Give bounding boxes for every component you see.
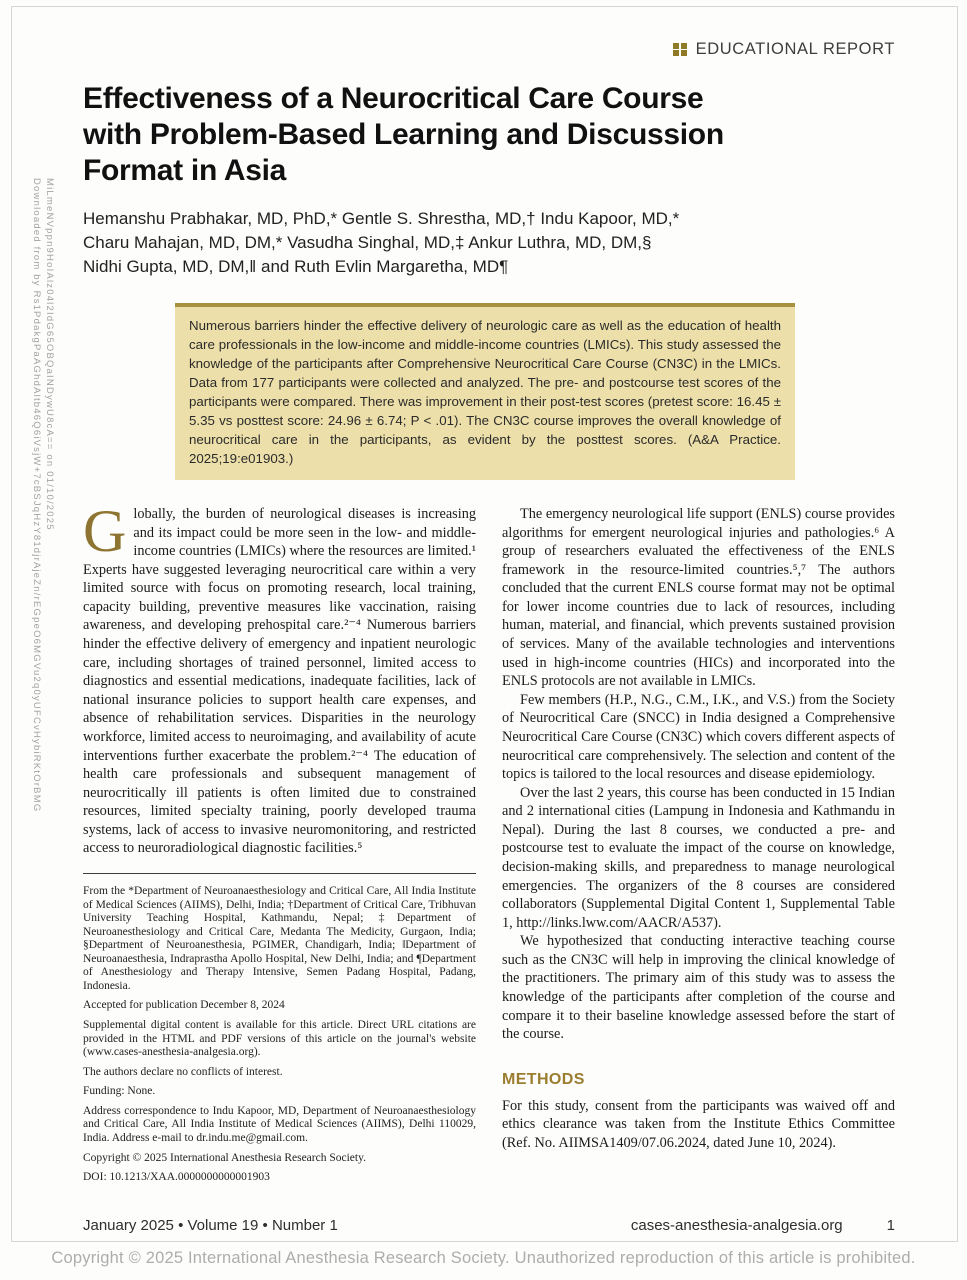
body-paragraph: Few members (H.P., N.G., C.M., I.K., and V.S.) from the Society of Neurocritical Care (SNCC) in India designed a Comprehensive Neurocritical Care Course (CN3C) which covers different aspects of neurocritical care comprehensively. The selection and content of the topics is tailored to the local resources and disease epidemiology. — [502, 691, 895, 783]
body-paragraph: Over the last 2 years, this course has been conducted in 15 Indian and 2 international cities (Lampung in Indonesia and Kathmandu in Nepal). During the last 8 courses, we conducted a pre- and postcourse test to evaluate the impact of the course on knowledge, decision-making skills, and preparedness to manage neurological emergencies. The organizers of the 8 courses are considered collaborators (Supplemental Digital Content 1, Supplemental Table 1, http://links.lww.com/AACR/A537). — [502, 784, 895, 931]
footnote-paragraph: Supplemental digital content is available for this article. Direct URL citations are provided in the HTML and PDF versions of this article on the journal's website (www.cases-anesthesia-analgesia.org). — [83, 1019, 476, 1059]
journal-url: cases-anesthesia-analgesia.org — [630, 1217, 843, 1234]
abstract-box — [175, 303, 795, 480]
article-title-line: Format in Asia — [83, 154, 287, 187]
author-line: Charu Mahajan, MD, DM,* Vasudha Singhal, MD,‡ Ankur Luthra, MD, DM,§ — [83, 233, 652, 252]
footnote-paragraph: Funding: None. — [83, 1085, 156, 1098]
icon-square — [673, 43, 679, 49]
icon-square — [681, 43, 687, 49]
footnote-paragraph: From the *Department of Neuroanaesthesiology and Critical Care, All India Institute of Medical Sciences (AIIMS), Delhi, India; †Department of Critical Care, Tribhuvan University Teaching Hospital, Kathmandu, Nepal; ‡Department of Neuroanesthesiology and Critical Care, Medanta The Medicity, Gurgaon, India; §Department of Neuroanesthesia, PGIMER, Chandigarh, India; ‖Department of Neuroanaesthesia, Indraprastha Apollo Hospital, New Delhi, India; and ¶Department of Anesthesiology and Therapy Intensive, Semen Padang Hospital, Padang, Indonesia. — [83, 884, 476, 992]
page-footer — [83, 1217, 895, 1234]
download-stamp-line-2: MiLmeNVppn9HoIAlz04l2IdG65OBQaINDywU8cA== on 01/10/2025 — [44, 178, 55, 531]
page-number: 1 — [886, 1217, 895, 1234]
body-paragraph: The emergency neurological life support (ENLS) course provides algorithms for emergent neurological injuries and pathologies.⁶ A group of researchers evaluated the effectiveness of the ENLS framework in the resource-limited countries.⁵,⁷ The authors concluded that the current ENLS course format may not be optimal for lower income countries due to lack of resources, including human, material, and financial, which prevents sustained provision of services. Many of the available technologies and interventions used in high-income countries (HICs) and incorporated into the ENLS protocols are not available in LMICs. — [502, 506, 895, 690]
footnote-paragraph: Accepted for publication December 8, 2024 — [83, 999, 285, 1012]
icon-square — [681, 50, 687, 56]
article-page — [83, 40, 895, 1191]
footnote-paragraph: Copyright © 2025 International Anesthesia Research Society. — [83, 1151, 366, 1164]
footnote-paragraph: The authors declare no conflicts of interest. — [83, 1065, 283, 1078]
methods-paragraph: For this study, consent from the participants was waived off and ethics clearance was taken from the Institute Ethics Committee (Ref. No. AIIMSA1409/07.06.2024, dated June 10, 2024). — [502, 1097, 895, 1151]
footnote-paragraph: DOI: 10.1213/XAA.0000000000001903 — [83, 1171, 270, 1184]
download-stamp — [30, 178, 56, 1063]
copyright-watermark: Copyright © 2025 International Anesthesia Research Society. Unauthorized reproduction of this article is prohibited. — [51, 1249, 916, 1267]
right-column — [502, 505, 895, 1191]
icon-square — [673, 50, 679, 56]
grid-squares-icon — [673, 43, 687, 57]
author-list — [83, 207, 895, 279]
article-type-header — [83, 40, 895, 59]
article-title-line: with Problem-Based Learning and Discussion — [83, 118, 724, 151]
body-paragraph: We hypothesized that conducting interactive teaching course such as the CN3C will help in improving the clinical knowledge of the practitioners. The primary aim of this study was to assess the knowledge of the participants after completion of the course and compare it to their baseline knowledge assessed before the start of the course. — [502, 933, 895, 1043]
download-stamp-line-1: Downloaded from by Rs1PdakgPaAGhdAltb46Q6iVsjW+7cBSJqHzY81djrAjeZn/rEGpeO6MGVu2q0yUFCvHybiRKtOrBMG — [31, 178, 42, 813]
article-title-line: Effectiveness of a Neurocritical Care Course — [83, 82, 704, 115]
left-column — [83, 498, 476, 1191]
author-line: Nidhi Gupta, MD, DM,‖ and Ruth Evlin Margaretha, MD¶ — [83, 257, 509, 276]
abstract-text: Numerous barriers hinder the effective delivery of neurologic care as well as the education of health care professionals in the low-income and middle-income countries (LMICs). This study assessed the knowledge of the participants after Comprehensive Neurocritical Care Course (CN3C) in the LMICs. Data from 177 participants were collected and analyzed. The pre- and postcourse test scores of the participants were compared. There was improvement in their post-test scores (pretest score: 16.45 ± 5.35 vs posttest score: 24.96 ± 6.74; P < .01). The CN3C course improves the overall knowledge of neurocritical care in the participants, as evident by the posttest scores. (A&A Practice. 2025;19:e01903.) — [189, 318, 781, 466]
footnote-block — [83, 885, 476, 1185]
intro-paragraph — [83, 498, 476, 858]
issue-info: January 2025 • Volume 19 • Number 1 — [83, 1217, 338, 1234]
article-title — [83, 81, 895, 189]
right-column-paragraphs — [502, 505, 895, 1044]
drop-cap: G — [83, 498, 127, 564]
footnote-divider — [83, 873, 476, 874]
intro-paragraph-text: lobally, the burden of neurological diseases is increasing and its impact could be more seen in the low- and middle-income countries (LMICs) where the resources are limited.¹ Experts have suggested leveraging neurocritical care within a very limited source with focus on promoting research, local training, capacity building, preventive measures like vaccination, raising awareness, and developing prehospital care.²⁻⁴ Numerous barriers hinder the effective delivery of emergency and inpatient neurologic care, including shortages of trained personnel, limited access to diagnostics and essential medications, inadequate facilities, lack of national insurance policies to support health care expenses, and absence of rehabilitation services. Disparities in the neurology workforce, limited access to neuroimaging, and availability of acute interventions further exacerbate the problem.²⁻⁴ The education of health care professionals and subsequent management of neurocritically ill patients is often limited due to constrained resources, limited specialty training, poorly developed trauma systems, lack of access to invasive neuromonitoring, and restricted access to neuroradiological diagnostic facilities.⁵ — [83, 506, 476, 857]
author-line: Hemanshu Prabhakar, MD, PhD,* Gentle S. Shrestha, MD,† Indu Kapoor, MD,* — [83, 209, 680, 228]
footnote-paragraph: Address correspondence to Indu Kapoor, MD, Department of Neuroanaesthesiology and Critical Care, All India Institute of Medical Sciences (AIIMS), Delhi 110029, India. Address e-mail to dr.indu.me@gmail.com. — [83, 1104, 476, 1144]
article-type-label: EDUCATIONAL REPORT — [695, 40, 895, 58]
methods-section-heading: METHODS — [502, 1070, 585, 1088]
two-column-body — [83, 498, 895, 1191]
